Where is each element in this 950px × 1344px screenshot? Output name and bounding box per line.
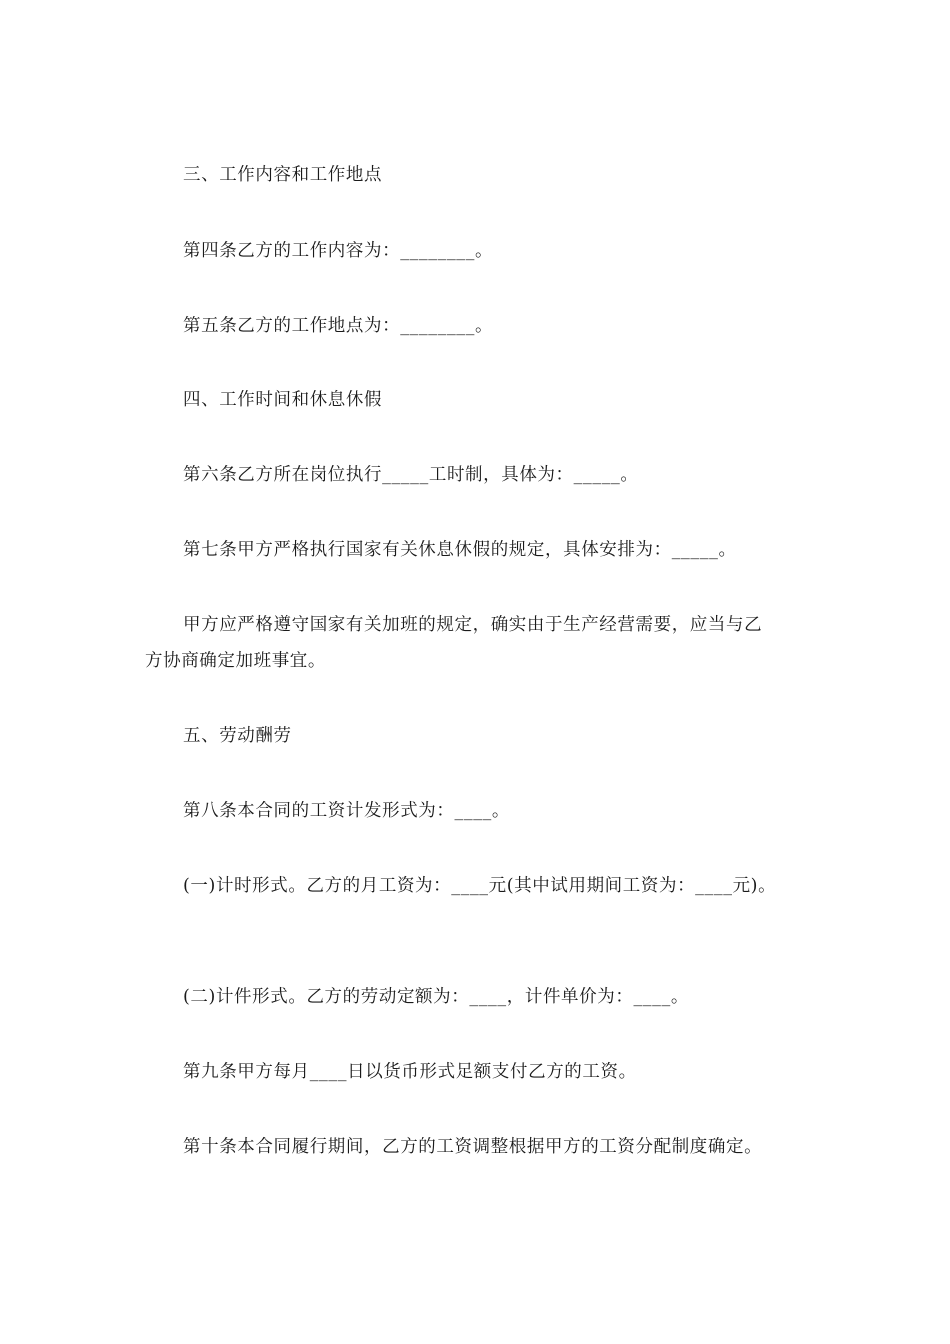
article-9: 第九条甲方每月____日以货币形式足额支付乙方的工资。 [183, 1062, 637, 1082]
overtime-paragraph-line-1: 甲方应严格遵守国家有关加班的规定，确实由于生产经营需要，应当与乙 [183, 615, 763, 635]
piece-rate-clause: (二)计件形式。乙方的劳动定额为：____，计件单价为：____。 [183, 987, 689, 1007]
article-7: 第七条甲方严格执行国家有关休息休假的规定，具体安排为：_____。 [183, 540, 737, 560]
section-heading-3: 三、工作内容和工作地点 [183, 165, 383, 185]
article-5: 第五条乙方的工作地点为：________。 [183, 316, 494, 336]
section-heading-5: 五、劳动酬劳 [183, 726, 292, 746]
article-4: 第四条乙方的工作内容为：________。 [183, 241, 494, 261]
article-6: 第六条乙方所在岗位执行_____工时制，具体为：_____。 [183, 465, 639, 485]
hourly-wage-clause: (一)计时形式。乙方的月工资为：____元(其中试用期间工资为：____元)。 [183, 876, 777, 896]
article-10: 第十条本合同履行期间，乙方的工资调整根据甲方的工资分配制度确定。 [183, 1137, 763, 1157]
section-heading-4: 四、工作时间和休息休假 [183, 390, 383, 410]
overtime-paragraph-line-2: 方协商确定加班事宜。 [145, 651, 326, 671]
article-8: 第八条本合同的工资计发形式为：____。 [183, 801, 510, 821]
